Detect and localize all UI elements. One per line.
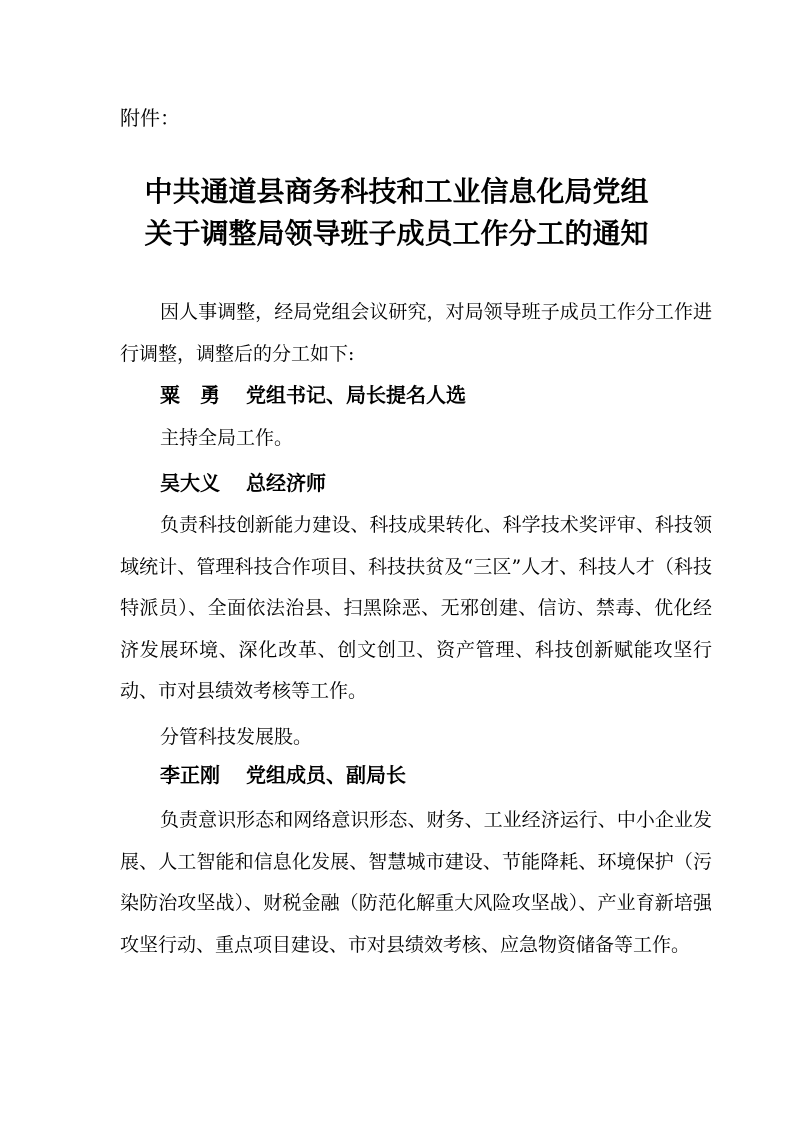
document-title-line-2: 关于调整局领导班子成员工作分工的通知 xyxy=(144,217,649,250)
member-role: 总经济师 xyxy=(246,471,326,495)
document-title-line-1: 中共通道县商务科技和工业信息化局党组 xyxy=(144,175,649,208)
member-name: 吴大义 xyxy=(160,471,220,495)
member-heading-2 xyxy=(160,468,326,498)
member-name: 李正刚 xyxy=(160,763,220,787)
member-name: 粟 勇 xyxy=(160,383,220,407)
member-heading-3 xyxy=(160,760,406,790)
attachment-label: 附件： xyxy=(120,106,180,130)
member-role: 党组成员、副局长 xyxy=(246,763,406,787)
member-heading-1 xyxy=(160,380,466,410)
member-supervision-2: 分管科技发展股。 xyxy=(160,726,313,748)
member-duty-2: 负责科技创新能力建设、科技成果转化、科学技术奖评审、科技领域统计、管理科技合作项目、科技扶贫及“三区”人才、科技人才（科技特派员）、全面依法治县、扫黑除恶、无邪创建、信访、禁毒、优化经济发展环境、深化改革、创文创卫、资产管理、科技创新赋能攻坚行动、市对县绩效考核等工作。 xyxy=(120,514,712,702)
member-duty-1: 主持全局工作。 xyxy=(160,427,294,449)
member-duty-3: 负责意识形态和网络意识形态、财务、工业经济运行、中小企业发展、人工智能和信息化发展、智慧城市建设、节能降耗、环境保护（污染防治攻坚战）、财税金融（防范化解重大风险攻坚战）、产业育新培强攻坚行动、重点项目建设、市对县绩效考核、应急物资储备等工作。 xyxy=(120,809,712,956)
member-role: 党组书记、局长提名人选 xyxy=(246,383,466,407)
intro-paragraph: 因人事调整，经局党组会议研究，对局领导班子成员工作分工作进行调整，调整后的分工如下: xyxy=(120,301,712,365)
